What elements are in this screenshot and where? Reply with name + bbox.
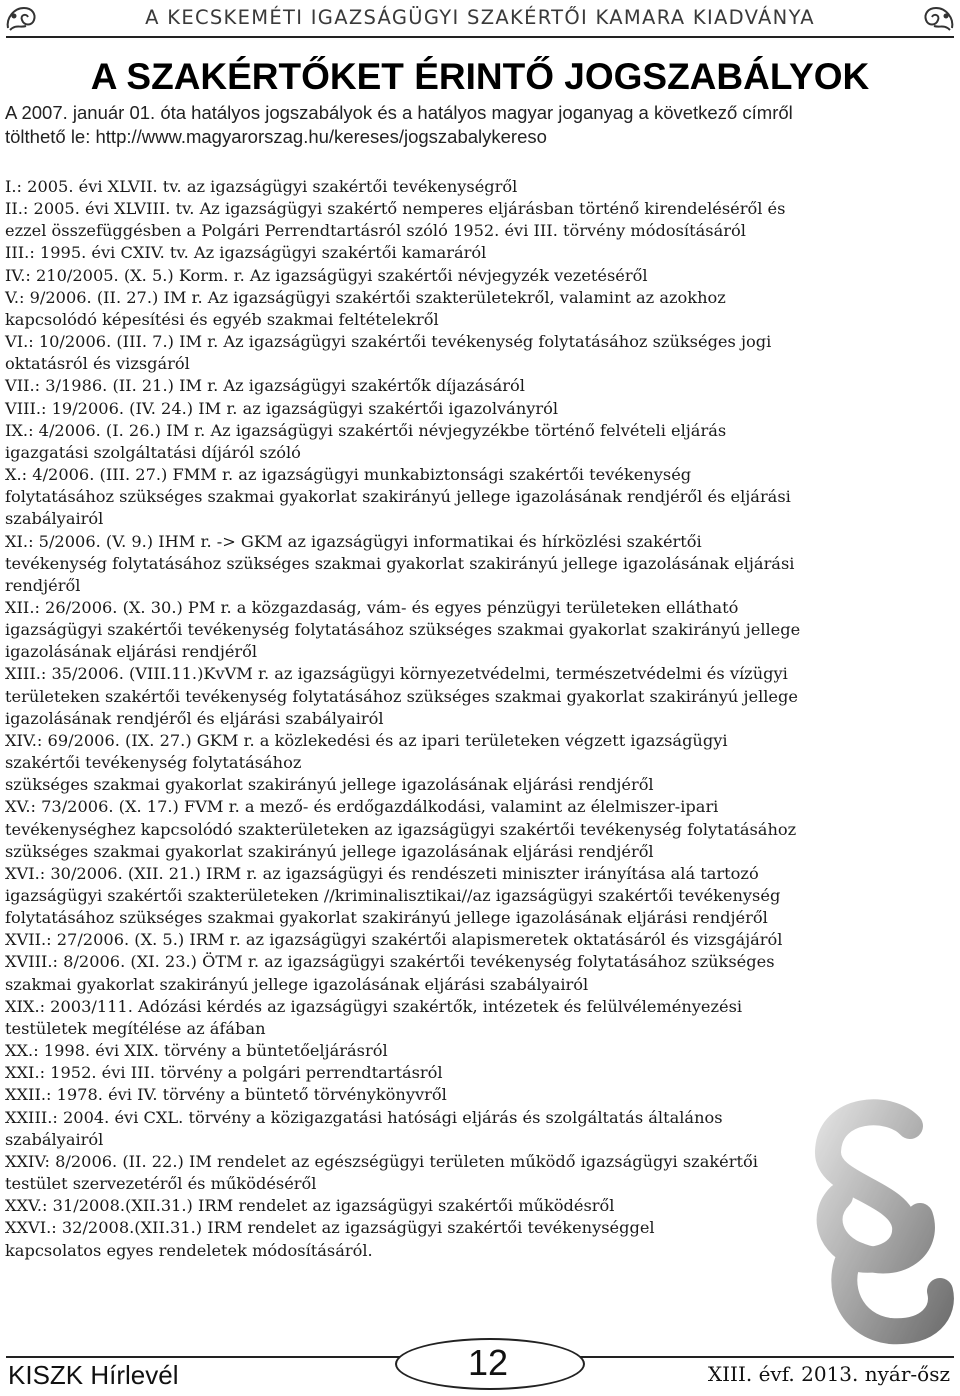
regulation-line: oktatásról és vizsgáról <box>5 354 190 374</box>
regulation-item <box>5 398 960 420</box>
regulation-line: XX.: 1998. évi XIX. törvény a büntetőeljárásról <box>5 1041 388 1061</box>
regulation-item <box>5 375 960 397</box>
regulation-line: igazságügyi szakértői tevékenység folytatásához szükséges szakmai gyakorlat szakirányú jellege <box>5 620 801 640</box>
regulation-line: I.: 2005. évi XLVII. tv. az igazságügyi szakértői tevékenységről <box>5 177 518 196</box>
regulation-item <box>5 464 960 530</box>
regulation-item <box>5 597 960 663</box>
regulation-line: területeken szakértői tevékenység folytatásához szükséges szakmai gyakorlat szakirányú jellege <box>5 686 798 706</box>
regulation-item <box>5 951 960 995</box>
regulation-item <box>5 198 960 242</box>
regulation-line: ezzel összefüggésben a Polgári Perrendtartásról szóló 1952. évi III. törvény módosításáról <box>5 221 746 241</box>
regulation-line: igazolásának rendjéről és eljárási szabályairól <box>5 708 384 728</box>
regulation-line: folytatásához szükséges szakmai gyakorlat szakirányú jellege igazolásának rendjéről és eljárási <box>5 487 791 507</box>
regulation-item <box>5 863 960 929</box>
regulation-item <box>5 287 960 331</box>
header-title: A KECSKEMÉTI IGAZSÁGÜGYI SZAKÉRTŐI KAMARA KIADVÁNYA <box>145 6 815 29</box>
ornament-icon <box>4 2 38 34</box>
regulation-line: XII.: 26/2006. (X. 30.) PM r. a közgazdaság, vám- és egyes pénzügyi területeken ellátható <box>5 597 739 617</box>
regulation-line: szakmai gyakorlat szakirányú jellege igazolásának eljárási szabályairól <box>5 974 589 994</box>
regulation-line: folytatásához szükséges szakmai gyakorlat szakirányú jellege igazolásának eljárási rendjéről <box>5 908 768 928</box>
regulation-line: VI.: 10/2006. (III. 7.) IM r. Az igazságügyi szakértői tevékenység folytatásához szükséges jogi <box>5 332 772 352</box>
regulation-line: VIII.: 19/2006. (IV. 24.) IM r. az igazságügyi szakértői igazolványról <box>5 398 559 418</box>
regulation-line: III.: 1995. évi CXIV. tv. Az igazságügyi szakértői kamaráról <box>5 243 487 263</box>
regulation-item <box>5 730 960 796</box>
regulation-item <box>5 663 960 729</box>
regulation-line: szükséges szakmai gyakorlat szakirányú jellege igazolásának eljárási rendjéről <box>5 841 654 861</box>
regulation-line: XXII.: 1978. évi IV. törvény a büntető törvénykönyvről <box>5 1085 447 1105</box>
intro-paragraph <box>5 101 955 149</box>
regulation-line: XI.: 5/2006. (V. 9.) IHM r. -> GKM az igazságügyi informatikai és hírközlési szakértői <box>5 531 702 551</box>
regulation-item <box>5 1084 960 1106</box>
ornament-icon <box>922 2 956 34</box>
regulation-item <box>5 1217 960 1261</box>
regulation-line: XIII.: 35/2006. (VIII.11.)KvVM r. az igazságügyi környezetvédelmi, természetvédelmi és vízügyi <box>5 664 788 684</box>
regulation-line: X.: 4/2006. (III. 27.) FMM r. az igazságügyi munkabiztonsági szakértői tevékenység <box>5 465 692 485</box>
regulation-line: XIX.: 2003/111. Adózási kérdés az igazságügyi szakértők, intézetek és felülvéleményezési <box>5 996 743 1016</box>
regulation-line: testületek megítélése az áfában <box>5 1018 266 1038</box>
regulation-line: XXIII.: 2004. évi CXL. törvény a közigazgatási hatósági eljárás és szolgáltatás általános <box>5 1107 723 1127</box>
intro-line: tölthető le: http://www.magyarorszag.hu/kereses/jogszabalykereso <box>5 126 547 147</box>
footer-issue: XIII. évf. 2013. nyár-ősz <box>707 1362 950 1386</box>
intro-line: A 2007. január 01. óta hatályos jogszabályok és a hatályos magyar joganyag a következő címről <box>5 102 793 123</box>
regulation-line: kapcsolódó képesítési és egyéb szakmai feltételekről <box>5 309 439 329</box>
regulation-line: XV.: 73/2006. (X. 17.) FVM r. a mező- és erdőgazdálkodási, valamint az élelmiszer-ipari <box>5 797 719 817</box>
regulation-item <box>5 1040 960 1062</box>
regulation-item <box>5 1151 960 1195</box>
regulation-line: igazolásának eljárási rendjéről <box>5 642 258 662</box>
regulation-line: XVII.: 27/2006. (X. 5.) IRM r. az igazságügyi szakértői alapismeretek oktatásáról és vizsgájáról <box>5 930 783 950</box>
regulation-line: XVI.: 30/2006. (XII. 21.) IRM r. az igazságügyi és rendészeti miniszter irányítása alá tartozó <box>5 863 759 883</box>
regulation-line: XVIII.: 8/2006. (XI. 23.) ÖTM r. az igazságügyi szakértői tevékenység folytatásához szükséges <box>5 952 775 972</box>
regulation-line: XXVI.: 32/2008.(XII.31.) IRM rendelet az igazságügyi szakértői tevékenységgel <box>5 1218 655 1238</box>
regulation-line: rendjéről <box>5 575 81 595</box>
regulation-line: tevékenység folytatásához szükséges szakmai gyakorlat szakirányú jellege igazolásának eljárási <box>5 553 795 573</box>
regulation-item <box>5 1107 960 1151</box>
regulation-line: igazgatási szolgáltatási díjáról szóló <box>5 442 301 462</box>
regulation-line: testület szervezetéről és működéséről <box>5 1174 317 1194</box>
regulation-line: VII.: 3/1986. (II. 21.) IM r. Az igazságügyi szakértők díjazásáról <box>5 376 525 396</box>
page-title: A SZAKÉRTŐKET ÉRINTŐ JOGSZABÁLYOK <box>90 56 870 97</box>
regulation-line: szakértői tevékenység folytatásához <box>5 753 302 773</box>
regulation-line: XIV.: 69/2006. (IX. 27.) GKM r. a közlekedési és az ipari területeken végzett igazságügyi <box>5 730 728 750</box>
regulation-line: igazságügyi szakértői szakterületeken //kriminalisztikai//az igazságügyi szakértői tevékenység <box>5 886 781 905</box>
regulation-list <box>5 176 960 1262</box>
regulation-line: XXV.: 31/2008.(XII.31.) IRM rendelet az igazságügyi szakértői működésről <box>5 1196 615 1216</box>
regulation-item <box>5 996 960 1040</box>
regulation-item <box>5 929 960 951</box>
regulation-line: szabályairól <box>5 1129 104 1149</box>
page-footer <box>0 1336 960 1396</box>
regulation-item <box>5 265 960 287</box>
regulation-line: IV.: 210/2005. (X. 5.) Korm. r. Az igazságügyi szakértői névjegyzék vezetéséről <box>5 265 648 285</box>
regulation-item <box>5 531 960 597</box>
regulation-item <box>5 1195 960 1217</box>
page-number: 12 <box>467 1342 509 1383</box>
regulation-item <box>5 420 960 464</box>
regulation-item <box>5 242 960 264</box>
regulation-line: szabályairól <box>5 509 104 529</box>
regulation-line: IX.: 4/2006. (I. 26.) IM r. Az igazságügyi szakértői névjegyzékbe történő felvételi eljárás <box>5 420 727 440</box>
regulation-line: XXI.: 1952. évi III. törvény a polgári perrendtartásról <box>5 1063 443 1083</box>
regulation-line: II.: 2005. évi XLVIII. tv. Az igazságügyi szakértő nemperes eljárásban történő kirendeléséről és <box>5 199 786 219</box>
regulation-item <box>5 331 960 375</box>
regulation-line: V.: 9/2006. (II. 27.) IM r. Az igazságügyi szakértői szakterületekről, valamint az azokhoz <box>5 287 726 307</box>
regulation-line: tevékenységhez kapcsolódó szakterületeken az igazságügyi szakértői tevékenység folytatásához <box>5 819 797 839</box>
regulation-item <box>5 176 960 198</box>
header-rule <box>6 36 954 38</box>
regulation-line: kapcsolatos egyes rendeletek módosításáról. <box>5 1240 373 1260</box>
page-header <box>0 0 960 38</box>
regulation-line: XXIV: 8/2006. (II. 22.) IM rendelet az egészségügyi területen működő igazságügyi szakértői <box>5 1151 758 1171</box>
footer-publication: KISZK Hírlevél <box>8 1360 179 1390</box>
regulation-item <box>5 1062 960 1084</box>
regulation-line: szükséges szakmai gyakorlat szakirányú jellege igazolásának eljárási rendjéről <box>5 775 654 795</box>
regulation-item <box>5 796 960 862</box>
